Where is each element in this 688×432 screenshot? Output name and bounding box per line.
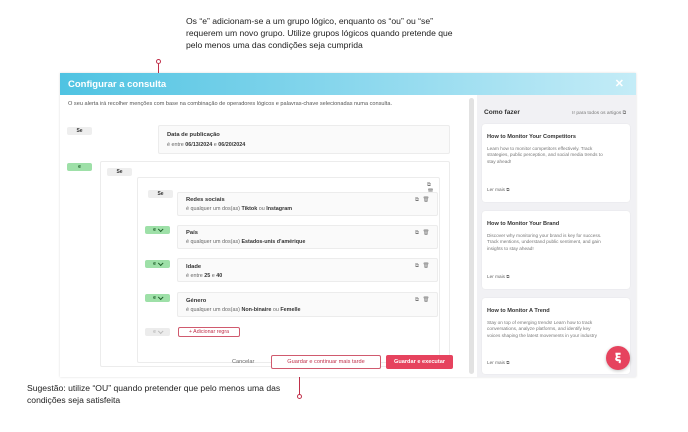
help-chat-icon[interactable]: 𝛏 (606, 346, 630, 370)
chevron-down-icon (158, 294, 164, 300)
save-later-button[interactable]: Guardar e continuar mais tarde (271, 355, 381, 369)
modal-header (60, 73, 636, 95)
howto-card-competitors[interactable]: How to Monitor Your Competitors Learn how to monitor competitors effectively. Track strategies, public perception, and social media trends to stay ahead! Ler mais ⧉ (482, 124, 630, 202)
annotation-top-dot (156, 59, 161, 64)
date-rule-value: é entre 06/13/2024 e 06/20/2024 (167, 142, 246, 148)
external-link-icon: ⧉ (622, 111, 626, 116)
external-link-icon: ⧉ (506, 187, 510, 192)
all-articles-link[interactable]: Ir para todos os artigos ⧉ (572, 111, 626, 116)
howto-panel (477, 95, 636, 377)
e-operator[interactable]: e (67, 163, 92, 171)
annotation-bottom: Sugestão: utilize “OU” quando pretender que pelo menos uma das condições seja satisfeita (27, 383, 281, 405)
rule-operator-disabled: e (145, 328, 170, 336)
rule-operator-3[interactable]: e (145, 294, 170, 302)
query-builder (60, 95, 465, 377)
add-rule-button[interactable]: + Adicionar regra (178, 327, 240, 337)
chevron-down-icon (158, 328, 164, 334)
annotation-top: Os “e” adicionam-se a um grupo lógico, enquanto os “ou” ou “se” requerem um novo grupo. Utilize grupos lógicos quando pretende que pelo menos uma das condições seja cumprida (186, 16, 453, 50)
se-operator[interactable]: Se (67, 127, 92, 135)
modal-title: Configurar a consulta (68, 78, 167, 90)
rule-operator-2[interactable]: e (145, 260, 170, 268)
rule-card-social[interactable]: Redes sociais é qualquer um dos(as) Tiktok ou Instagram ⧉ 🗑 (177, 192, 438, 216)
scrollbar[interactable] (469, 98, 474, 374)
group-copy-delete-icons[interactable]: ⧉ (427, 182, 432, 188)
external-link-icon: ⧉ (506, 274, 510, 279)
group-se-operator[interactable]: Se (107, 168, 132, 176)
rule-icons[interactable]: ⧉ 🗑 (415, 263, 431, 269)
close-icon[interactable]: ✕ (614, 78, 624, 90)
howto-title: Como fazer (484, 109, 520, 116)
rule-icons[interactable]: ⧉ 🗑 (415, 197, 431, 203)
date-rule-title: Data de publicação (167, 132, 220, 138)
save-run-button[interactable]: Guardar e executar (386, 355, 453, 369)
chevron-down-icon (158, 226, 164, 232)
query-config-modal (60, 73, 636, 377)
rule-operator-1[interactable]: e (145, 226, 170, 234)
rule-icons[interactable]: ⧉ 🗑 (415, 297, 431, 303)
rule-icons[interactable]: ⧉ 🗑 (415, 230, 431, 236)
intro-text: O seu alerta irá recolher menções com base na combinação de operadores lógicos e palavras-chave selecionadas numa consulta. (68, 101, 392, 107)
date-rule-card[interactable] (158, 125, 450, 154)
rule-card-country[interactable]: País é qualquer um dos(as) Estados-unis d'amérique ⧉ 🗑 (177, 225, 438, 249)
rule-card-gender[interactable]: Género é qualquer um dos(as) Non-binaire ou Femelle ⧉ 🗑 (177, 292, 438, 317)
howto-card-trend[interactable]: How to Monitor A Trend Stay on top of emerging trends! Learn how to track conversations, analyze platforms, and identify key voices shaping the latest movements in your industry Ler mais ⧉ (482, 298, 630, 374)
external-link-icon: ⧉ (506, 360, 510, 365)
rule-card-age[interactable]: Idade é entre 25 e 40 ⧉ 🗑 (177, 258, 438, 282)
cancel-button[interactable]: Cancelar (232, 359, 255, 365)
chevron-down-icon (158, 260, 164, 266)
inner-se-operator[interactable]: Se (148, 190, 173, 198)
annotation-bottom-dot-end (297, 394, 302, 399)
howto-card-brand[interactable]: How to Monitor Your Brand Discover why monitoring your brand is key for success. Track mentions, understand public sentiment, and gain insights to stay ahead! Ler mais ⧉ (482, 211, 630, 289)
